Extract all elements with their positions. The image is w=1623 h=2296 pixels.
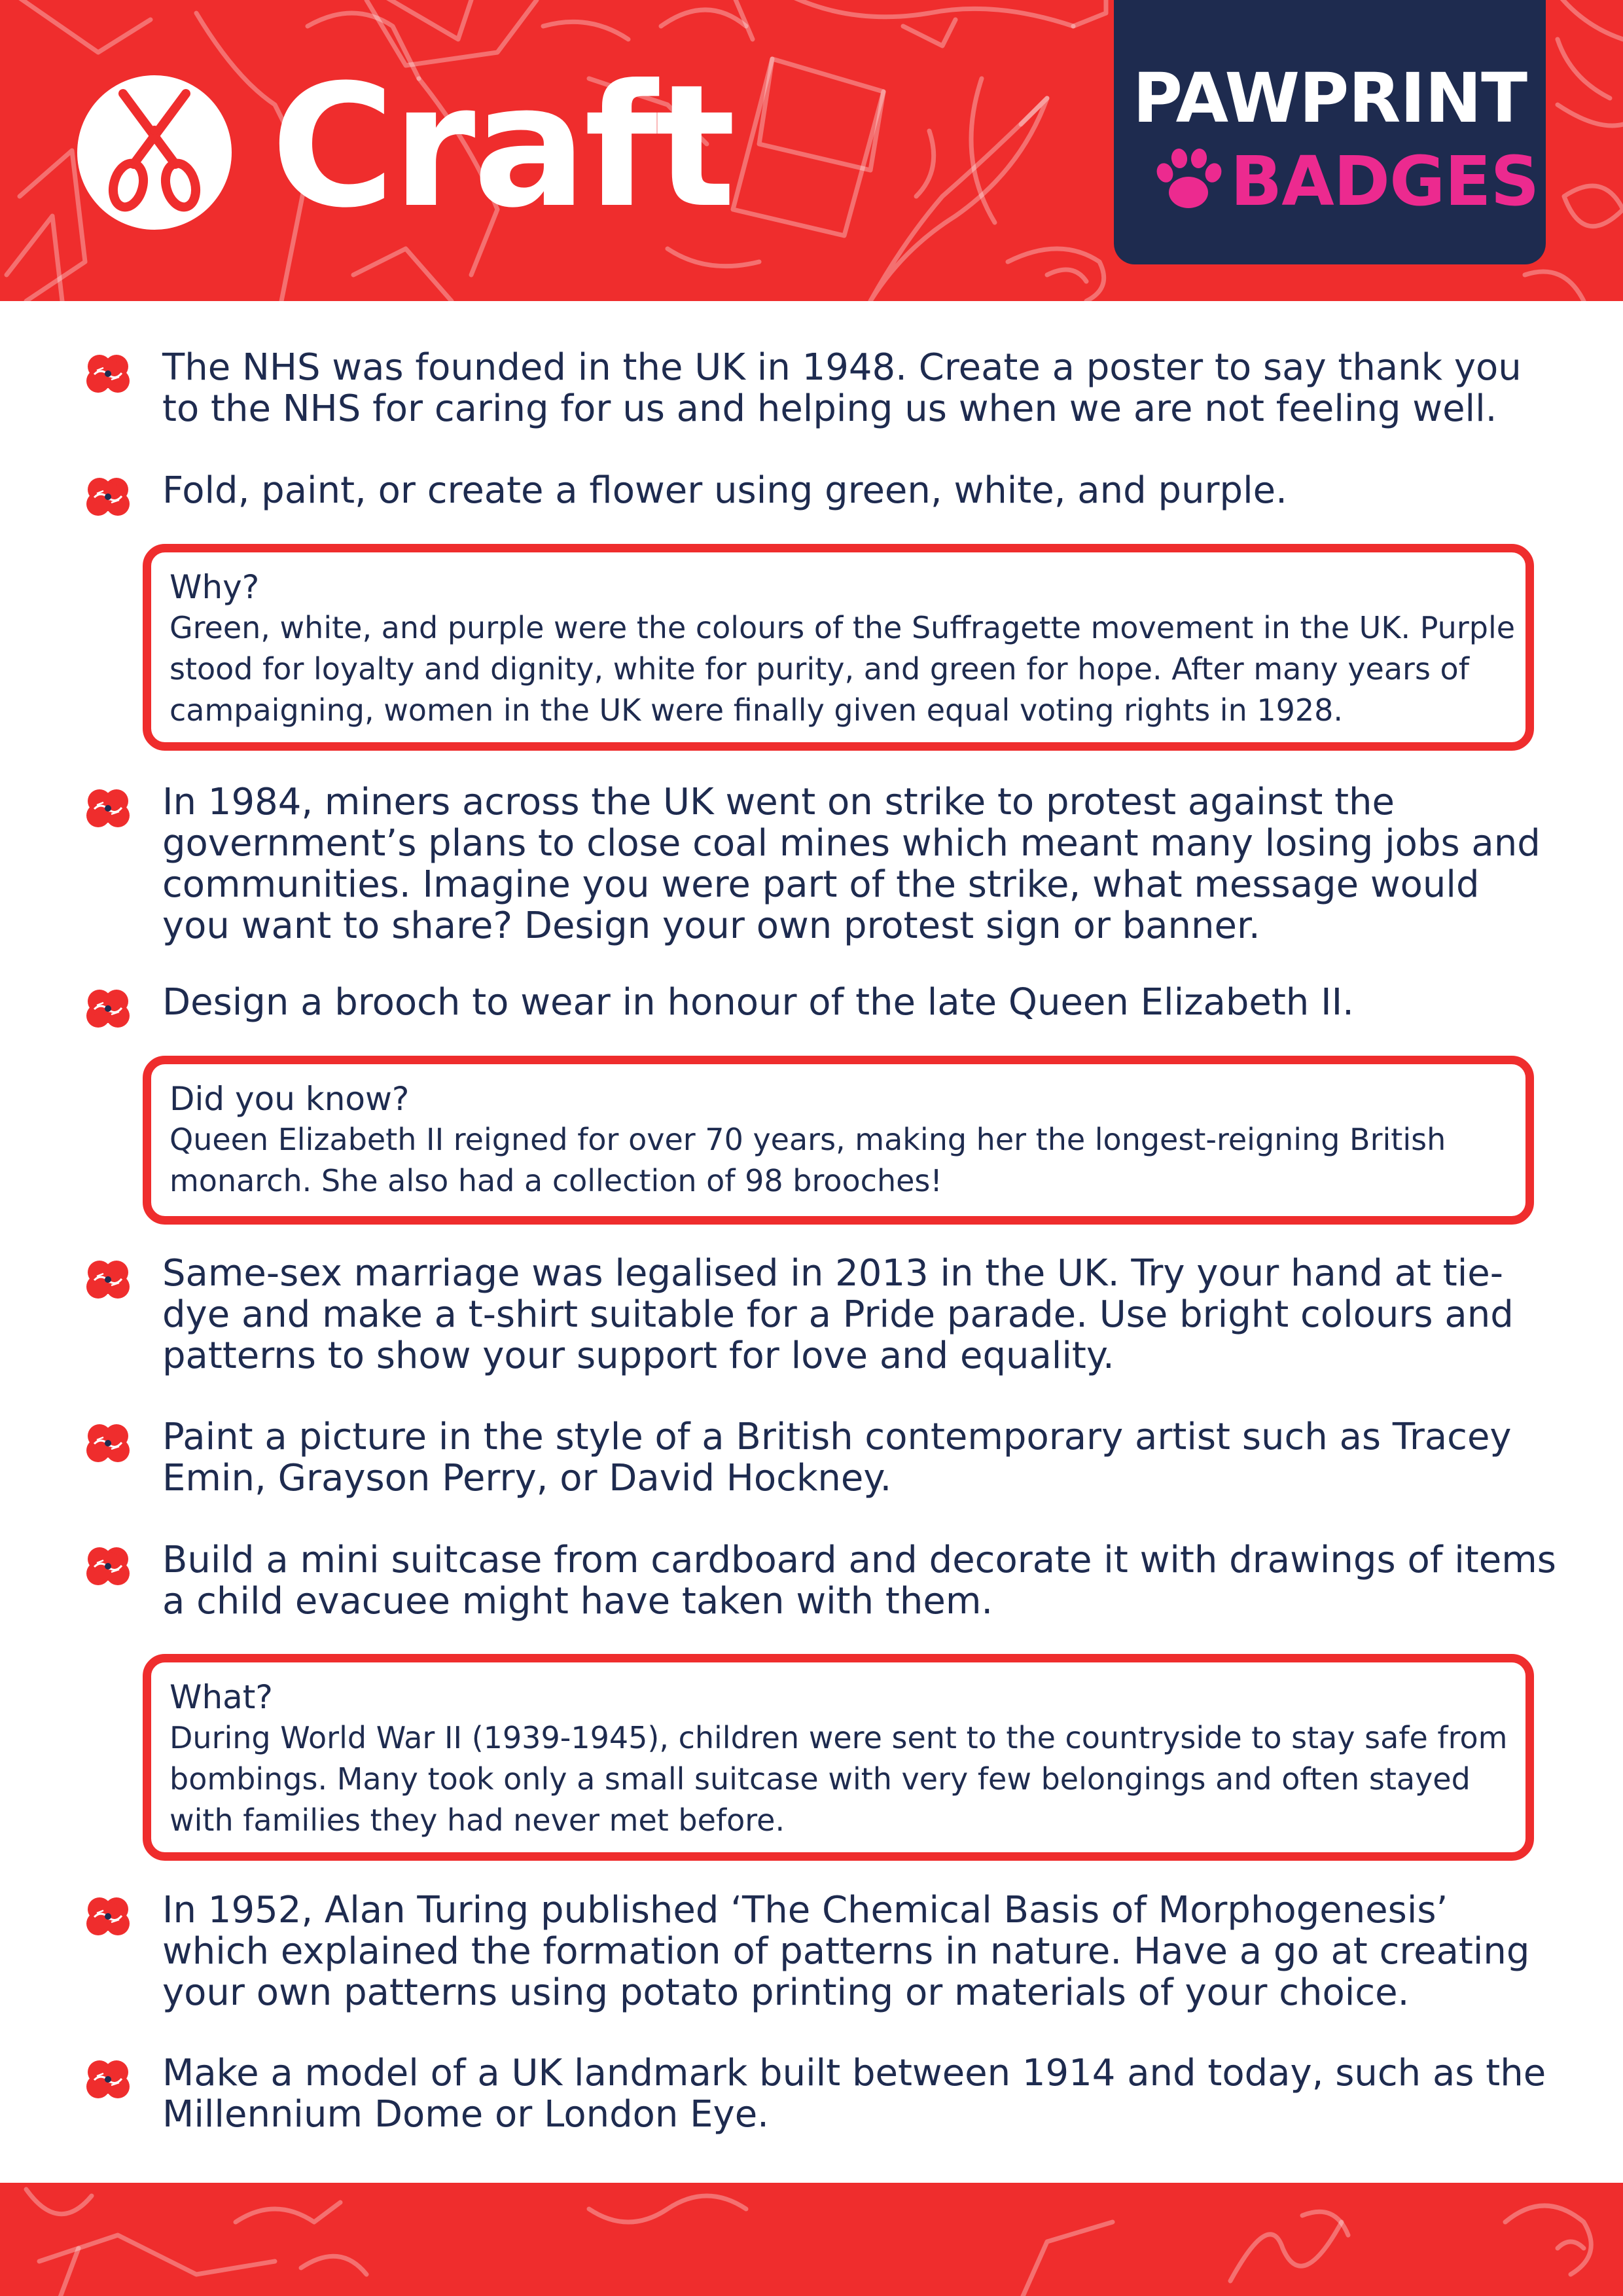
info-box-what (143, 1654, 1534, 1861)
activity-item (85, 1416, 1558, 1499)
activity-item (85, 1890, 1558, 2013)
brand-name-bottom: BADGES (1152, 145, 1539, 217)
info-box-body: Green, white, and purple were the colours of the Suffragette movement in the UK. Purple stood for loyalty and dignity, white for purity, and green for hope. After many years of campaigning, women in the UK were finally given equal voting rights in 1928. (169, 610, 1516, 728)
activity-item (85, 2053, 1558, 2135)
footer-doodle-pattern (0, 2183, 1623, 2296)
activity-text: Fold, paint, or create a flower using green, white, and purple. (162, 469, 1287, 512)
poppy-icon (85, 2056, 131, 2102)
info-box-body: Queen Elizabeth II reigned for over 70 years, making her the longest-reigning British monarch. She also had a collection of 98 brooches! (169, 1122, 1446, 1198)
activity-text: Make a model of a UK landmark built between 1914 and today, such as the Millennium Dome or London Eye. (162, 2052, 1546, 2136)
activity-text: Design a brooch to wear in honour of the late Queen Elizabeth II. (162, 981, 1354, 1024)
activity-text: Same-sex marriage was legalised in 2013 in the UK. Try your hand at tie-dye and make a t-shirt suitable for a Pride parade. Use bright colours and patterns to show your support for love and equality. (162, 1252, 1514, 1377)
poppy-icon (85, 986, 131, 1031)
activity-text: Build a mini suitcase from cardboard and decorate it with drawings of items a child evacuee might have taken with them. (162, 1539, 1556, 1623)
info-box-title: What? (169, 1678, 273, 1716)
scissors-icon (77, 75, 232, 230)
page-title: Craft (271, 48, 734, 245)
info-box-title: Why? (169, 568, 260, 606)
activity-item (85, 470, 1558, 520)
info-box-title: Did you know? (169, 1080, 410, 1118)
poppy-icon (85, 351, 131, 397)
activity-text: Paint a picture in the style of a British contemporary artist such as Tracey Emin, Grayson Perry, or David Hockney. (162, 1416, 1512, 1499)
title-group (77, 48, 734, 245)
activity-item (85, 1539, 1558, 1622)
activity-item (85, 982, 1558, 1031)
activity-item (85, 1253, 1558, 1376)
info-box-did-you-know (143, 1056, 1534, 1225)
poppy-icon (85, 474, 131, 520)
info-box-why (143, 544, 1534, 751)
poppy-icon (85, 1893, 131, 1939)
poppy-icon (85, 1543, 131, 1589)
paw-icon (1152, 145, 1224, 217)
activity-item (85, 347, 1558, 429)
activity-item (85, 781, 1558, 946)
poppy-icon (85, 1257, 131, 1302)
poppy-icon (85, 1420, 131, 1466)
activity-text: The NHS was founded in the UK in 1948. Create a poster to say thank you to the NHS for caring for us and helping us when we are not feeling well. (162, 346, 1522, 430)
brand-name-top: PAWPRINT (1132, 58, 1527, 138)
activity-text: In 1984, miners across the UK went on strike to protest against the government’s plans to close coal mines which meant many losing jobs and communities. Imagine you were part of the strike, what message would you want to share? Design your own protest sign or banner. (162, 781, 1541, 947)
poppy-icon (85, 785, 131, 831)
footer-banner (0, 2183, 1623, 2296)
info-box-body: During World War II (1939-1945), children were sent to the countryside to stay safe from bombings. Many took only a small suitcase with very few belongings and often stayed with families they had never met before. (169, 1720, 1508, 1838)
brand-logo (1114, 0, 1546, 264)
activity-text: In 1952, Alan Turing published ‘The Chemical Basis of Morphogenesis’ which explained the formation of patterns in nature. Have a go at creating your own patterns using potato printing or materials of your choice. (162, 1889, 1530, 2014)
header-banner (0, 0, 1623, 301)
